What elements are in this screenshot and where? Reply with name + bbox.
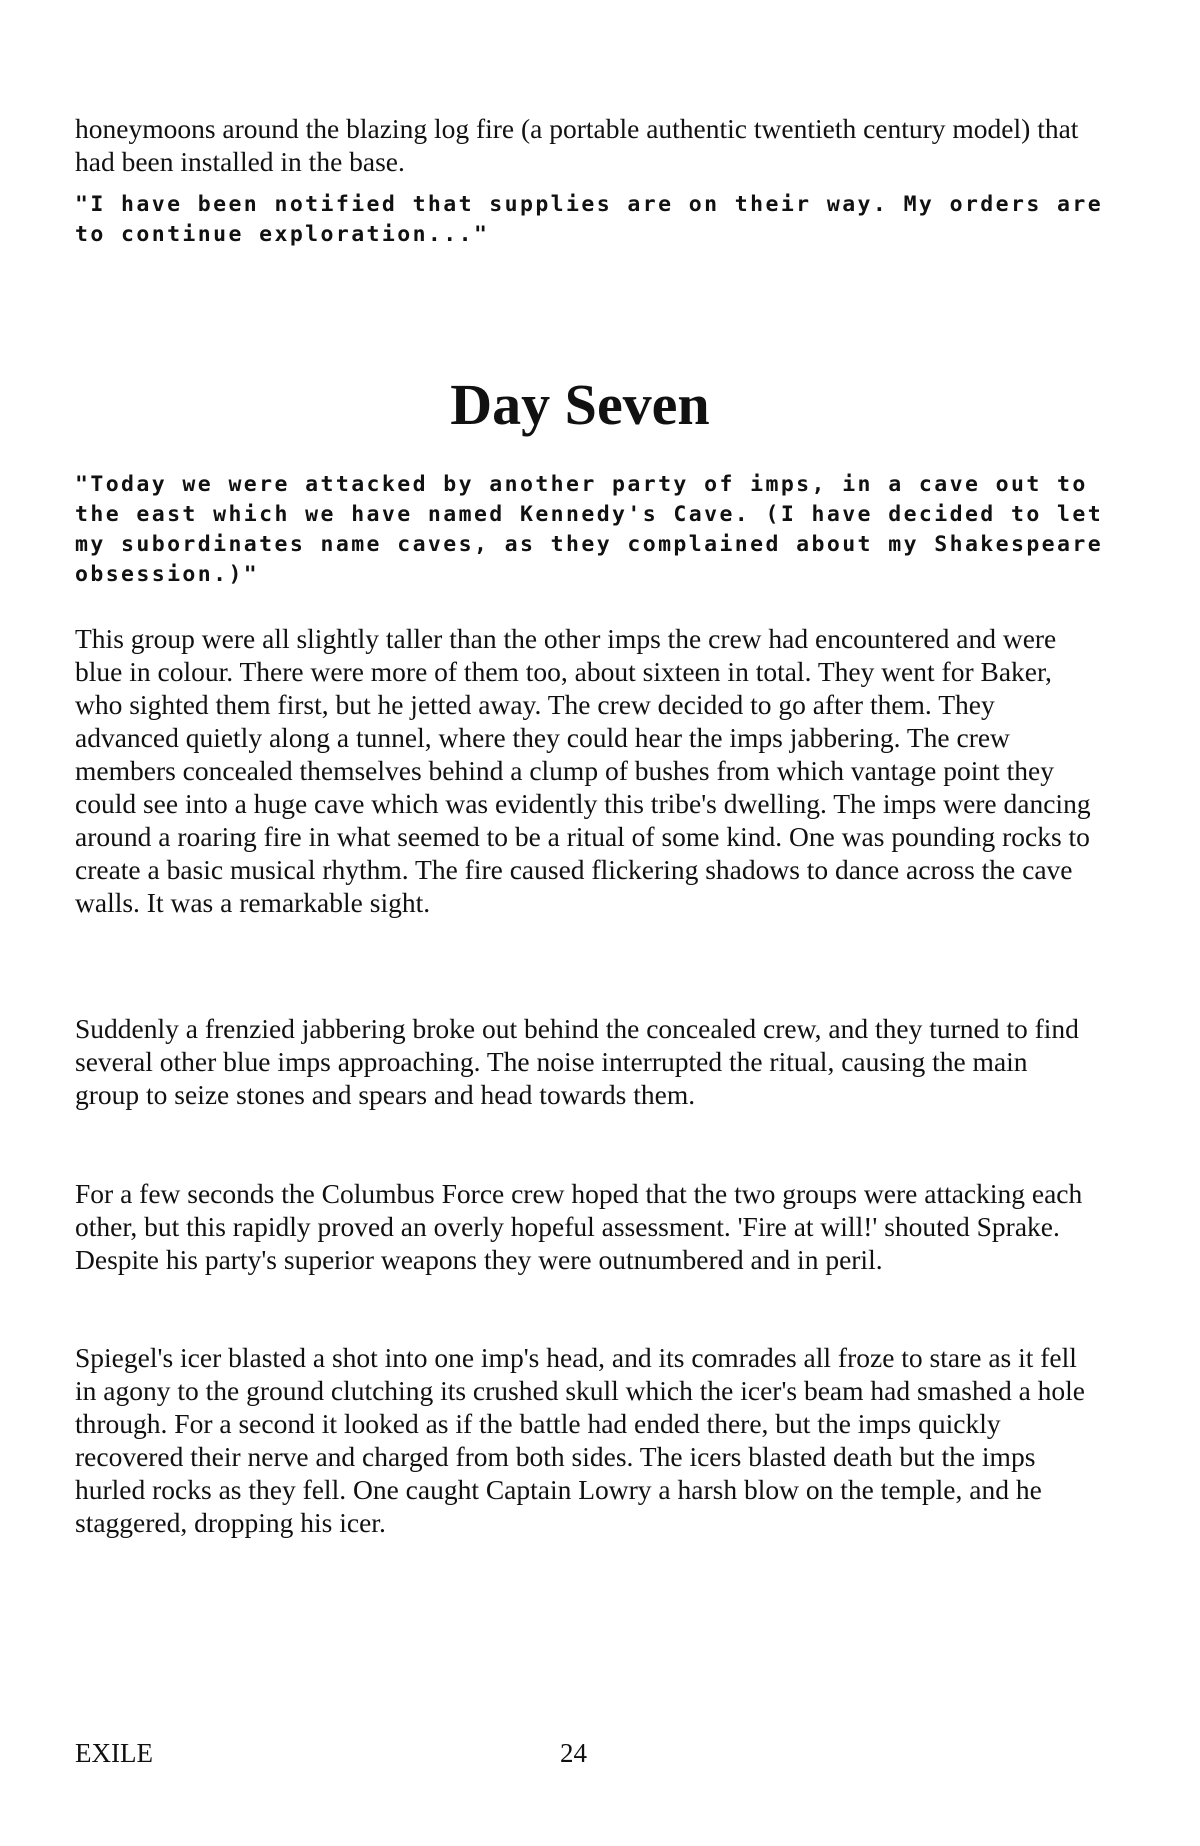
paragraph-fire-at-will: For a few seconds the Columbus Force crew hoped that the two groups were attacking each other, but this rapidly proved an overly hopeful assessment. 'Fire at will!' shouted Sprake. Despite his party's superior weapons they were outnumbered and in peril. xyxy=(75,1178,1083,1275)
chapter-heading: Day Seven xyxy=(450,372,710,437)
page-number: 24 xyxy=(560,1738,587,1768)
log-entry-supplies: "I have been notified that supplies are on their way. My orders are to continue exploration..." xyxy=(75,192,1104,247)
paragraph-ambush: Suddenly a frenzied jabbering broke out behind the concealed crew, and they turned to find several other blue imps approaching. The noise interrupted the ritual, causing the main group to seize stones and spears and head towards them. xyxy=(75,1013,1079,1110)
log-entry-day-seven: "Today we were attacked by another party of imps, in a cave out to the east which we have named Kennedy's Cave. (I have decided to let my subordinates name caves, as they complained about my Shakespeare obsession.)" xyxy=(75,472,1104,587)
paragraph-continued: honeymoons around the blazing log fire (a portable authentic twentieth century model) that had been installed in the base. xyxy=(75,113,1079,177)
paragraph-battle: Spiegel's icer blasted a shot into one imp's head, and its comrades all froze to stare as it fell in agony to the ground clutching its crushed skull which the icer's beam had smashed a hole through. For a second it looked as if the battle had ended there, but the imps quickly recovered their nerve and charged from both sides. The icers blasted death but the imps hurled rocks as they fell. One caught Captain Lowry a harsh blow on the temple, and he staggered, dropping his icer. xyxy=(75,1342,1085,1538)
paragraph-blue-imps: This group were all slightly taller than the other imps the crew had encountered and were blue in colour. There were more of them too, about sixteen in total. They went for Baker, who sighted them first, but he jetted away. The crew decided to go after them. They advanced quietly along a tunnel, where they could hear the imps jabbering. The crew members concealed themselves behind a clump of bushes from which vantage point they could see into a huge cave which was evidently this tribe's dwelling. The imps were dancing around a roaring fire in what seemed to be a ritual of some kind. One was pounding rocks to create a basic musical rhythm. The fire caused flickering shadows to dance across the cave walls. It was a remarkable sight. xyxy=(75,623,1091,918)
footer-title: EXILE xyxy=(75,1738,153,1768)
